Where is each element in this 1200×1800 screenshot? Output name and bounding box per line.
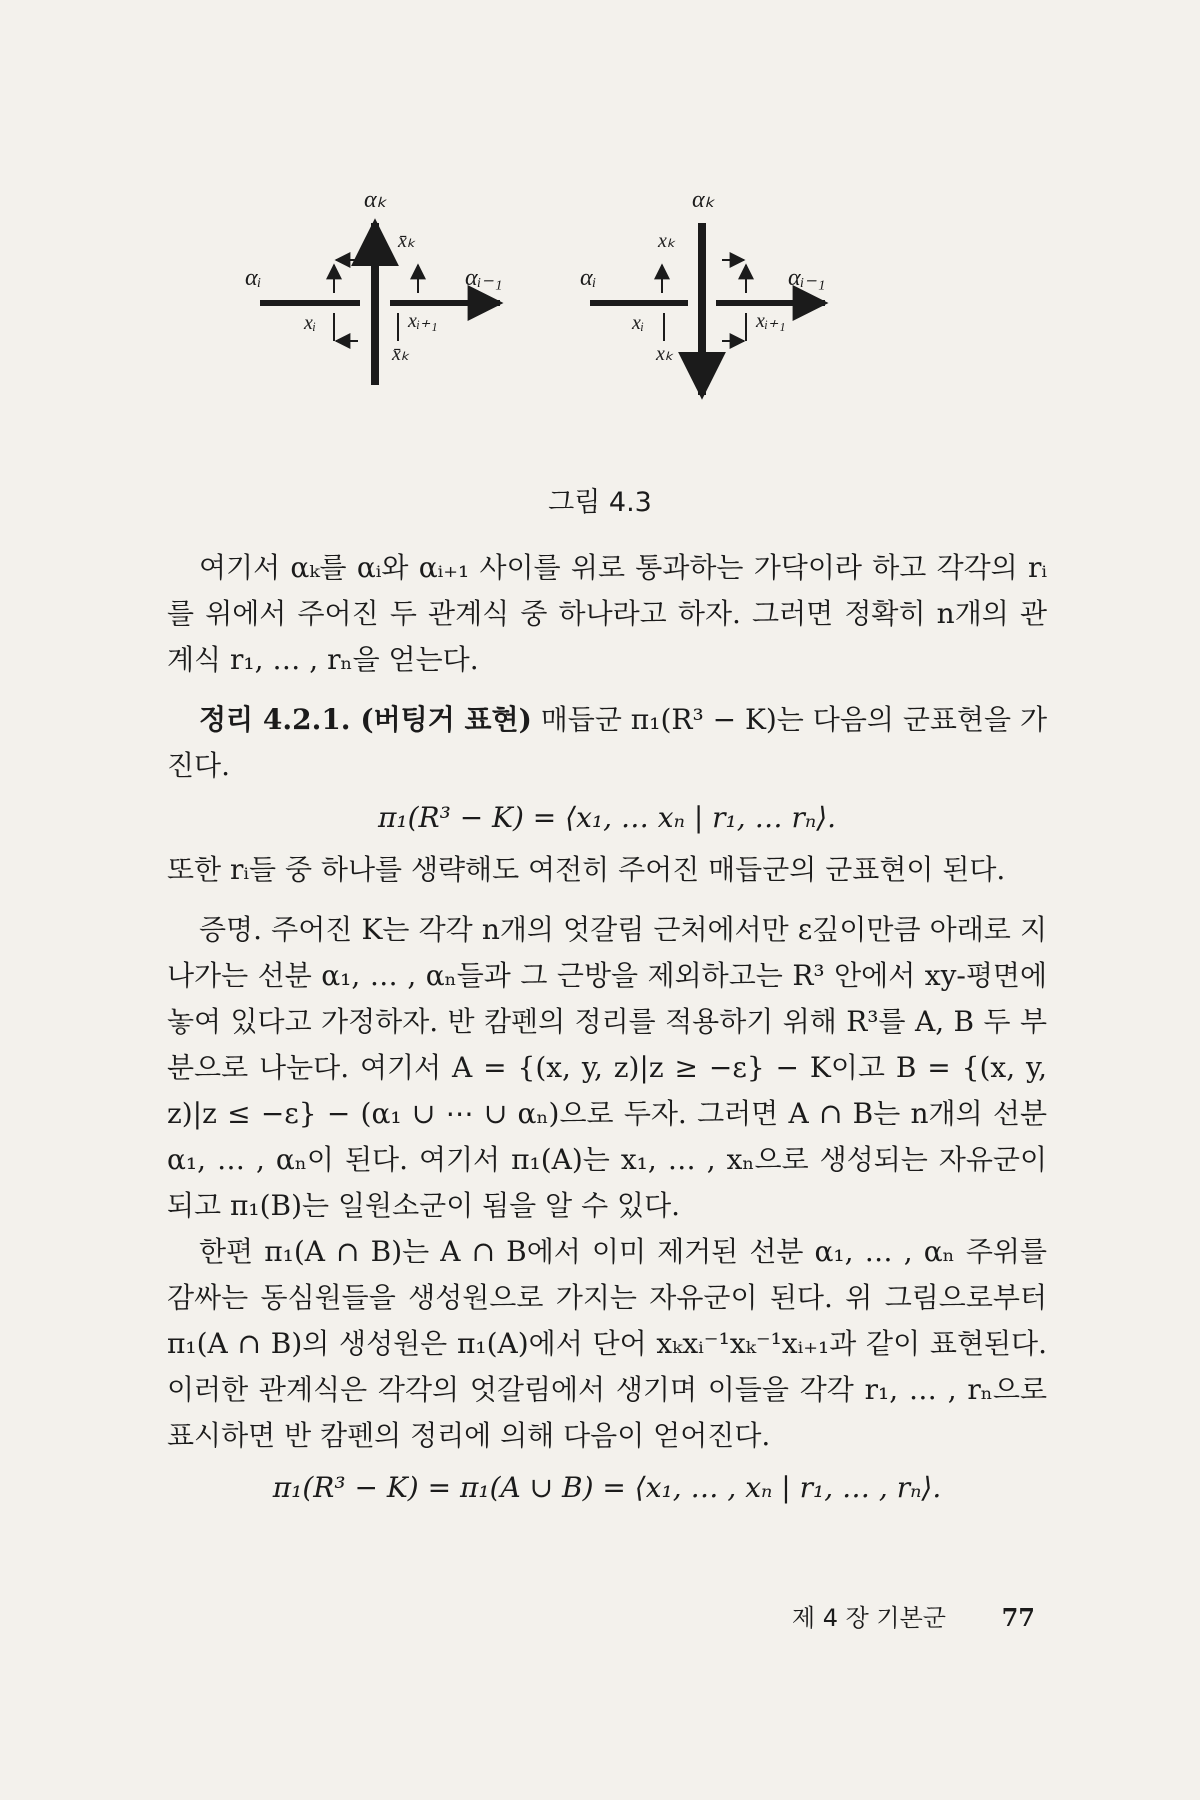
- right-crossing: [580, 187, 825, 395]
- proof-paragraph: 증명. 주어진 K는 각각 n개의 엇갈림 근처에서만 ε깊이만큼 아래로 지나가는 선분 α₁, … , αₙ들과 그 근방을 제외하고는 R³ 안에서 xy-평면에 놓여 있다고 가정하자. 반 캄펜의 정리를 적용하기 위해 R³를 A, B 두 부분으로 나눈다. 여기서 A = {(x, y, z)|z ≥ −ε} − K이고 B = {(x, y, z)|z ≤ −ε} − (α₁ ∪ ⋯ ∪ αₙ)으로 두자. 그러면 A ∩ B는 n개의 선분 α₁, … , αₙ이 된다. 여기서 π₁(A)는 x₁, … , xₙ으로 생성되는 자유군이 되고 π₁(B)는 일원소군이 됨을 알 수 있다.: [167, 913, 1047, 1222]
- page-number: 77: [1001, 1603, 1035, 1632]
- page-footer: [0, 1598, 1035, 1633]
- left-label-xk-bottom: x̄ₖ: [392, 343, 410, 365]
- left-label-top: αₖ: [364, 187, 387, 213]
- theorem-remark: 또한 rᵢ들 중 하나를 생략해도 여전히 주어진 매듭군의 군표현이 된다.: [167, 853, 1006, 886]
- crossing-figure: [245, 187, 980, 495]
- left-label-xk-top: x̄ₖ: [398, 230, 416, 252]
- chapter-title: 제 4 장 기본군: [791, 1604, 946, 1632]
- theorem-statement: 매듭군 π₁(R³ − K)는 다음의 군표현을 가진다.: [167, 703, 1047, 782]
- right-label-xk-bottom: xₖ: [656, 343, 674, 365]
- body-text: [167, 545, 1047, 1517]
- theorem-heading: 정리 4.2.1. (버팅거 표현): [199, 703, 532, 736]
- right-label-right: αᵢ₋₁: [788, 265, 826, 291]
- left-label-right: αᵢ₋₁: [465, 265, 503, 291]
- paragraph-2: 한편 π₁(A ∩ B)는 A ∩ B에서 이미 제거된 선분 α₁, … , αₙ 주위를 감싸는 동심원들을 생성원으로 가지는 자유군이 된다. 위 그림으로부터 π₁(A ∩ B)의 생성원은 π₁(A)에서 단어 xₖxᵢ⁻¹xₖ⁻¹xᵢ₊₁과 같이 표현된다. 이러한 관계식은 각각의 엇갈림에서 생기며 이들을 각각 r₁, … , rₙ으로 표시하면 반 캄펜의 정리에 의해 다음이 얻어진다.: [167, 1235, 1047, 1452]
- left-label-xi: xᵢ: [304, 312, 317, 334]
- right-label-xk-top: xₖ: [658, 230, 676, 252]
- left-label-xi1: xᵢ₊₁: [408, 310, 438, 332]
- right-label-top: αₖ: [692, 187, 715, 213]
- right-label-xi1: xᵢ₊₁: [756, 310, 786, 332]
- figure-caption: 그림 4.3: [548, 487, 652, 518]
- right-label-left: αᵢ: [580, 265, 597, 291]
- left-crossing: [245, 187, 502, 385]
- right-label-xi: xᵢ: [632, 312, 645, 334]
- formula-wirtinger: π₁(R³ − K) = ⟨x₁, … xₙ | r₁, … rₙ⟩.: [377, 801, 837, 834]
- paragraph-1: 여기서 αₖ를 αᵢ와 αᵢ₊₁ 사이를 위로 통과하는 가닥이라 하고 각각의 rᵢ를 위에서 주어진 두 관계식 중 하나라고 하자. 그러면 정확히 n개의 관계식 r₁, … , rₙ을 얻는다.: [167, 551, 1047, 676]
- formula-van-kampen: π₁(R³ − K) = π₁(A ∪ B) = ⟨x₁, … , xₙ | r₁, … , rₙ⟩.: [272, 1471, 942, 1504]
- left-label-left: αᵢ: [245, 265, 262, 291]
- theorem: [167, 697, 1047, 789]
- crossing-diagram: [245, 187, 980, 495]
